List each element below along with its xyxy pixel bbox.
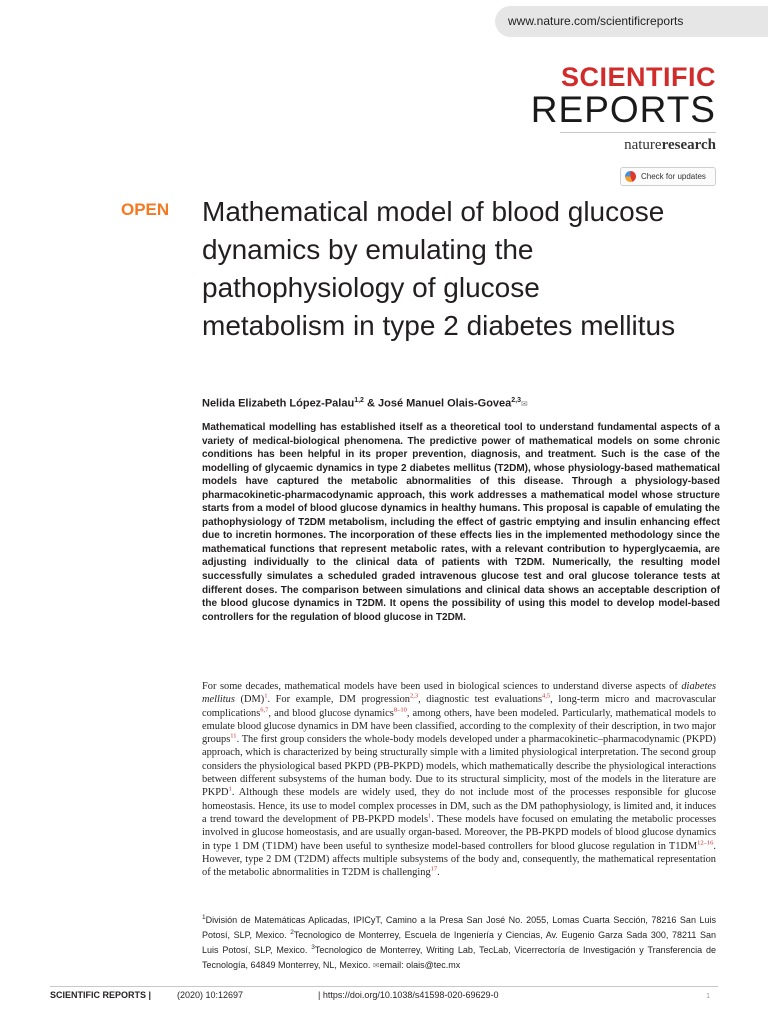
citation-link[interactable]: 17	[430, 865, 438, 873]
author-affiliation: 2,3	[511, 397, 522, 404]
author-separator: &	[363, 397, 378, 410]
footer-doi-link[interactable]: | https://doi.org/10.1038/s41598-020-69629-0	[318, 990, 499, 1000]
journal-url[interactable]: www.nature.com/scientificreports	[508, 14, 684, 28]
footer-volume: (2020) 10:12697	[177, 990, 244, 1000]
citation-link[interactable]: 8–10	[393, 706, 407, 714]
footer-journal: SCIENTIFIC REPORTS |	[50, 990, 152, 1000]
footer-divider	[50, 986, 718, 987]
page-number: 1	[706, 993, 710, 1000]
citation-link[interactable]: 12–16	[697, 839, 714, 847]
citation-link[interactable]: 1	[264, 692, 268, 700]
citation-link[interactable]: 6,7	[260, 706, 269, 714]
check-for-updates-button[interactable]	[620, 167, 716, 186]
open-access-label: OPEN	[121, 200, 170, 219]
affiliations-footnote: $^1$División de Matemáticas Aplicadas, IPICyT, Camino a la Presa San José No. 2055, Lomas Cuarta Sección, 78216 San Luis Potosí, SLP, Mexico. $^2$Tecnologico de Monterrey, Escuela de Ingeniería y Ciencias, Av. Eugenio Garza Sada 300, 78211 San Luis Potosí, SLP, Mexico. $^3$Tecnologico de Monterrey, Writing Lab, TecLab, Vicerrectoría de Investigación y Transferencia de Tecnología, 64849 Monterrey, NL, Mexico. ✉email: olais@tec.mx	[202, 914, 717, 970]
author-list	[202, 397, 722, 410]
journal-logo-line1: SCIENTIFIC	[560, 62, 716, 92]
author-name[interactable]: José Manuel Olais-Govea	[378, 397, 512, 410]
check-for-updates-label: Check for updates	[641, 172, 706, 181]
author-name[interactable]: Nelida Elizabeth López-Palau	[202, 397, 355, 410]
body-paragraph: For some decades, mathematical models have been used in biological sciences to understand diverse aspects of diabetes mellitus (DM)$^1$. For example, DM progression$^{2,3}$, diagnostic test evaluations$^{4,5}$, long-term micro and macrovascular complications$^{6,7}$, and blood glucose dynamics$^{8-10}$, among others, have been modeled. Particularly, mathematical models to emulate blood glucose dynamics in DM have been classified, according to the complexity of their description, in two major groups$^{11}$. The first group considers the whole-body models developed under a pharmacokinetic–pharmacodynamic (PKPD) approach, which is characterized by being structurally simple with a limited physiological interpretation. The second group considers the physiological based PKPD (PB-PKPD) models, which mathematically describe the physiological interactions between different subsystems of the human body. Due to its structural simplicity, most of the models in the literature are PKPD$^1$. Although these models are widely used, they do not include most of the processes responsible for glucose homeostasis. Hence, its use to model complex processes in DM, such as the DM pathophysiology, is limited and, it induces a trend toward the development of PB-PKPD models$^1$. These models have focused on emulating the metabolic processes involved in glucose homeostasis, and are usually organ-based. Moreover, the PB-PKPD models of blood glucose dynamics in type 1 DM (T1DM) have been useful to synthesize model-based controllers for blood glucose regulation in T1DM$^{12-16}$. However, type 2 DM (T2DM) affects multiple subsystems of the body and, consequently, the mathematical representation of the metabolic abnormalities in T2DM is challenging$^{17}$.	[202, 681, 717, 879]
article-title: Mathematical model of blood glucose dynamics by emulating the pathophysiology of glucose metabolism in type 2 diabetes mellitus	[202, 196, 676, 341]
logo-divider	[560, 132, 716, 133]
publisher-logo-b: research	[661, 137, 716, 153]
citation-link[interactable]: 1	[228, 785, 232, 793]
publisher-logo	[624, 137, 716, 154]
email-icon[interactable]: ✉	[521, 399, 528, 409]
crossmark-icon	[625, 171, 636, 182]
citation-link[interactable]: 1	[428, 812, 432, 820]
publisher-logo-a: nature	[624, 137, 662, 153]
author-affiliation: 1,2	[354, 397, 364, 404]
journal-logo-line2: REPORTS	[530, 89, 716, 130]
abstract: Mathematical modelling has established itself as a theoretical tool to understand fundamental aspects of a variety of medical-biological phenomena. The predictive power of mathematical models on some chronic conditions has been helpful in its proper prevention, diagnosis, and treatment. Such is the case of the modelling of glycaemic dynamics in type 2 diabetes mellitus (T2DM), whose physiology-based mathematical models have captured the metabolic abnormalities of this disease. Through a physiology-based pharmacokinetic-pharmacodynamic approach, this work addresses a mathematical model whose structure starts from a model of blood glucose dynamics in healthy humans. This proposal is capable of emulating the pathophysiology of T2DM metabolism, including the effect of gastric emptying and insulin enhancing effect due to incretin hormones. The incorporation of these effects lies in the implemented methodology since the mathematical functions that represent metabolic rates, with a relevant contribution to hyperglycaemia, are adjusting individually to the clinical data of patients with T2DM. Numerically, the resulting model successfully simulates a scheduled graded intravenous glucose test and oral glucose tolerance tests at different doses. The comparison between simulations and clinical data shows an acceptable description of the blood glucose dynamics in T2DM. It opens the possibility of using this model to develop model-based controllers for the regulation of blood glucose in T2DM.	[202, 422, 720, 623]
citation-link[interactable]: 2,3	[409, 692, 419, 700]
contact-email[interactable]: email: olais@tec.mx	[379, 960, 461, 970]
citation-link[interactable]: 11	[230, 732, 237, 740]
citation-link[interactable]: 4,5	[542, 692, 551, 700]
page-footer	[50, 990, 718, 1006]
email-icon: ✉	[372, 961, 380, 970]
